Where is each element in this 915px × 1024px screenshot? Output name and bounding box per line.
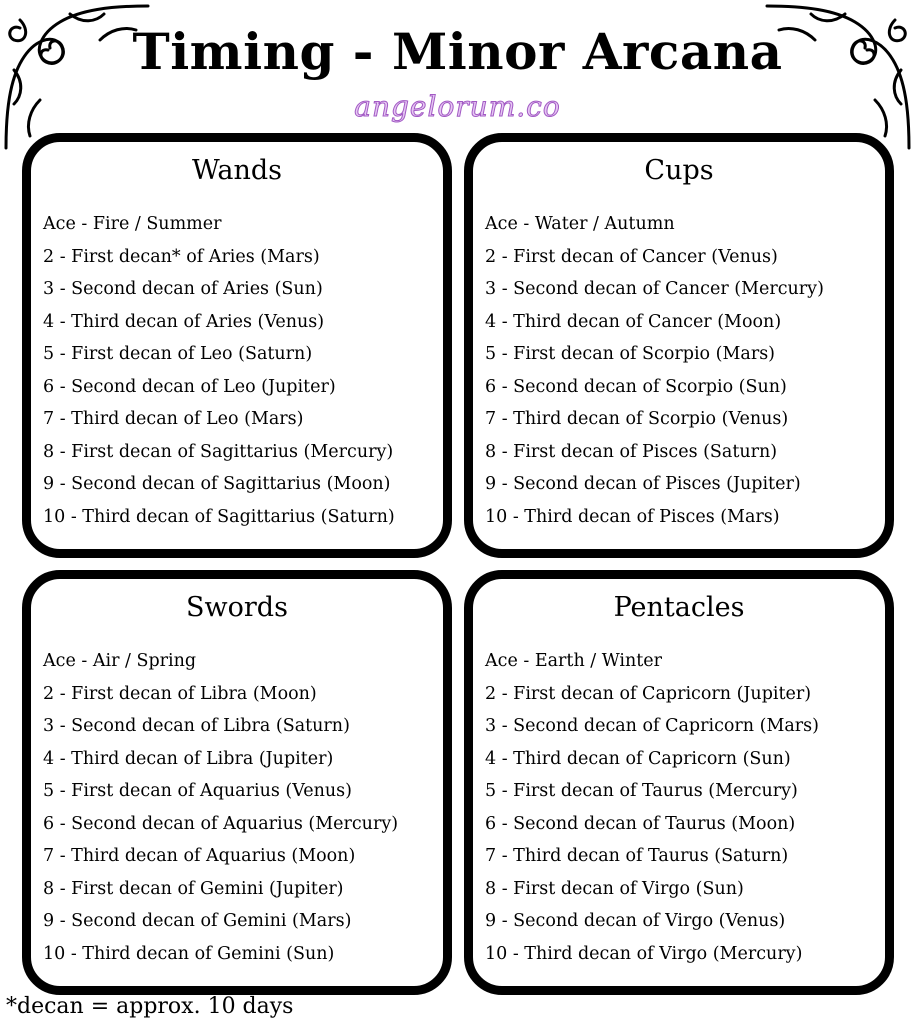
list-item: 3 - Second decan of Capricorn (Mars): [485, 716, 819, 736]
list-item: 9 - Second decan of Pisces (Jupiter): [485, 474, 801, 494]
swords-title: Swords: [186, 592, 288, 623]
list-item: 10 - Third decan of Gemini (Sun): [43, 943, 335, 964]
list-item: 2 - First decan* of Aries (Mars): [43, 246, 320, 267]
list-item: 4 - Third decan of Capricorn (Sun): [485, 748, 791, 769]
list-item: 10 - Third decan of Sagittarius (Saturn): [43, 506, 395, 527]
site-watermark: angelorum.co: [354, 90, 561, 123]
list-item: 7 - Third decan of Aquarius (Moon): [43, 846, 356, 866]
cups-title: Cups: [644, 155, 714, 186]
list-item: 9 - Second decan of Virgo (Venus): [485, 911, 786, 931]
pentacles-list: [485, 645, 819, 970]
list-item: 5 - First decan of Leo (Saturn): [43, 344, 313, 364]
wands-list: [43, 208, 395, 533]
list-item: Ace - Air / Spring: [43, 651, 197, 671]
list-item: 3 - Second decan of Aries (Sun): [43, 279, 323, 299]
cups-list: [485, 208, 824, 533]
list-item: 6 - Second decan of Aquarius (Mercury): [43, 813, 399, 834]
swords-card: [22, 570, 452, 995]
list-item: 5 - First decan of Scorpio (Mars): [485, 344, 775, 364]
list-item: 8 - First decan of Virgo (Sun): [485, 878, 744, 899]
swords-list: [43, 645, 398, 970]
wands-card: [22, 133, 452, 558]
list-item: 6 - Second decan of Taurus (Moon): [485, 813, 796, 834]
list-item: 5 - First decan of Taurus (Mercury): [485, 781, 798, 801]
wands-title: Wands: [191, 155, 283, 186]
list-item: 4 - Third decan of Aries (Venus): [43, 311, 325, 332]
list-item: 7 - Third decan of Scorpio (Venus): [485, 409, 789, 429]
decan-footnote: *decan = approx. 10 days: [6, 994, 294, 1019]
list-item: 10 - Third decan of Virgo (Mercury): [485, 943, 803, 964]
list-item: 8 - First decan of Gemini (Jupiter): [43, 878, 344, 899]
list-item: 4 - Third decan of Libra (Jupiter): [43, 748, 334, 769]
list-item: Ace - Earth / Winter: [485, 651, 663, 671]
pentacles-card: [464, 570, 894, 995]
list-item: 7 - Third decan of Taurus (Saturn): [485, 846, 789, 866]
list-item: 10 - Third decan of Pisces (Mars): [485, 506, 780, 527]
list-item: 6 - Second decan of Leo (Jupiter): [43, 376, 336, 397]
pentacles-title: Pentacles: [613, 592, 745, 623]
list-item: 2 - First decan of Libra (Moon): [43, 683, 317, 704]
cups-card: [464, 133, 894, 558]
list-item: Ace - Water / Autumn: [485, 214, 675, 234]
list-item: 3 - Second decan of Cancer (Mercury): [485, 279, 824, 299]
list-item: 5 - First decan of Aquarius (Venus): [43, 781, 352, 801]
list-item: 2 - First decan of Capricorn (Jupiter): [485, 683, 812, 704]
list-item: 9 - Second decan of Sagittarius (Moon): [43, 474, 391, 494]
list-item: 9 - Second decan of Gemini (Mars): [43, 911, 352, 931]
list-item: 6 - Second decan of Scorpio (Sun): [485, 376, 787, 397]
list-item: 2 - First decan of Cancer (Venus): [485, 246, 778, 267]
page-title: Timing - Minor Arcana: [132, 22, 783, 81]
list-item: 4 - Third decan of Cancer (Moon): [485, 311, 782, 332]
list-item: 3 - Second decan of Libra (Saturn): [43, 716, 350, 736]
list-item: Ace - Fire / Summer: [43, 214, 222, 234]
list-item: 8 - First decan of Pisces (Saturn): [485, 441, 778, 462]
list-item: 8 - First decan of Sagittarius (Mercury): [43, 441, 394, 462]
list-item: 7 - Third decan of Leo (Mars): [43, 409, 304, 429]
